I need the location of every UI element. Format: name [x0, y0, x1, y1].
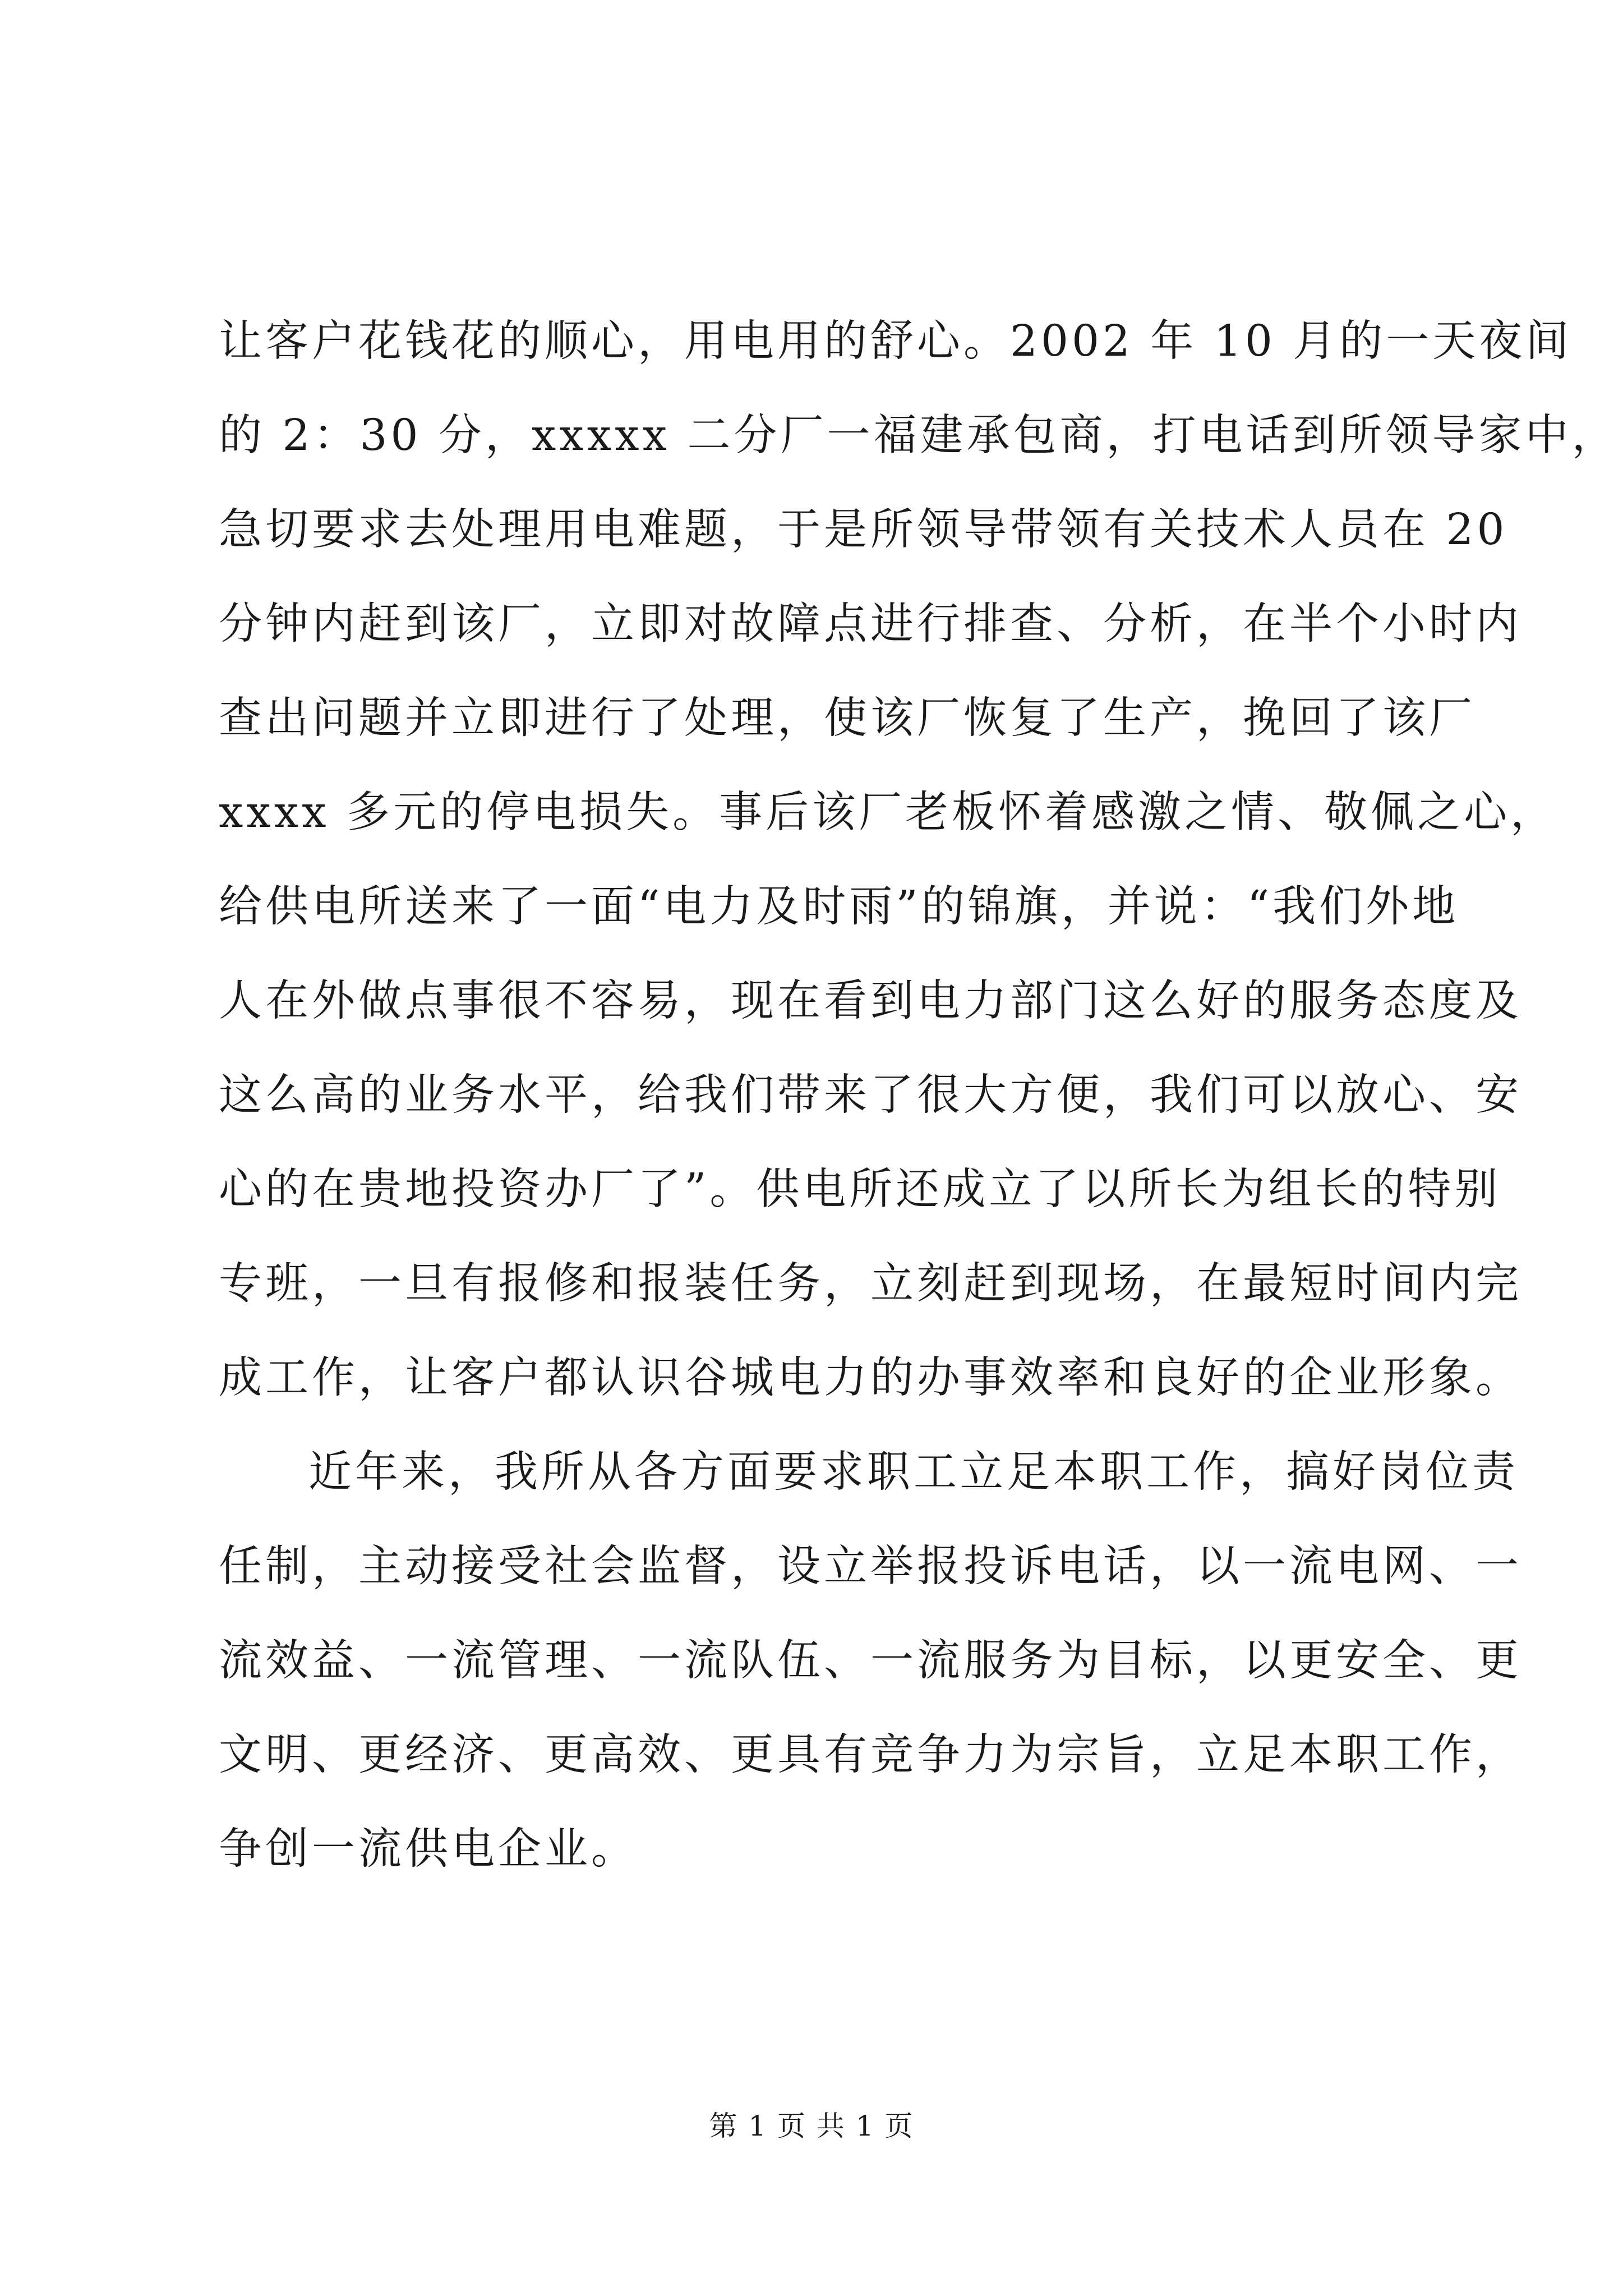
- text-line: 人在外做点事很不容易，现在看到电力部门这么好的服务态度及: [219, 976, 1522, 1026]
- text-line: 专班，一旦有报修和报装任务，立刻赶到现场，在最短时间内完: [219, 1259, 1522, 1309]
- paragraph-start-line: 近年来，我所从各方面要求职工立足本职工作，搞好岗位责: [308, 1447, 1519, 1497]
- text-line: 急切要求去处理用电难题，于是所领导带领有关技术人员在 20: [219, 505, 1508, 555]
- text-line: 查出问题并立即进行了处理，使该厂恢复了生产，挽回了该厂: [219, 693, 1476, 743]
- text-line: 任制，主动接受社会监督，设立举报投诉电话，以一流电网、一: [219, 1542, 1522, 1591]
- text-line: 给供电所送来了一面“电力及时雨”的锦旗，并说：“我们外地: [219, 882, 1459, 932]
- text-line: xxxx 多元的停电损失。事后该厂老板怀着感激之情、敬佩之心，: [219, 788, 1557, 838]
- text-line: 分钟内赶到该厂，立即对故障点进行排查、分析，在半个小时内: [219, 599, 1522, 649]
- text-line: 这么高的业务水平，给我们带来了很大方便，我们可以放心、安: [219, 1070, 1522, 1120]
- text-line: 的 2：30 分，xxxxx 二分厂一福建承包商，打电话到所领导家中，: [219, 411, 1619, 461]
- text-line: 流效益、一流管理、一流队伍、一流服务为目标，以更安全、更: [219, 1636, 1522, 1686]
- page-number-footer: 第 1 页 共 1 页: [709, 2110, 914, 2142]
- text-line: 心的在贵地投资办厂了”。供电所还成立了以所长为组长的特别: [219, 1165, 1501, 1214]
- document-body: [219, 295, 1619, 1897]
- text-line: 成工作，让客户都认识谷城电力的办事效率和良好的企业形象。: [219, 1353, 1522, 1403]
- text-line: 让客户花钱花的顺心，用电用的舒心。2002 年 10 月的一天夜间: [219, 316, 1573, 366]
- text-line: 争创一流供电企业。: [219, 1824, 638, 1874]
- text-line: 文明、更经济、更高效、更具有竞争力为宗旨，立足本职工作，: [219, 1730, 1522, 1780]
